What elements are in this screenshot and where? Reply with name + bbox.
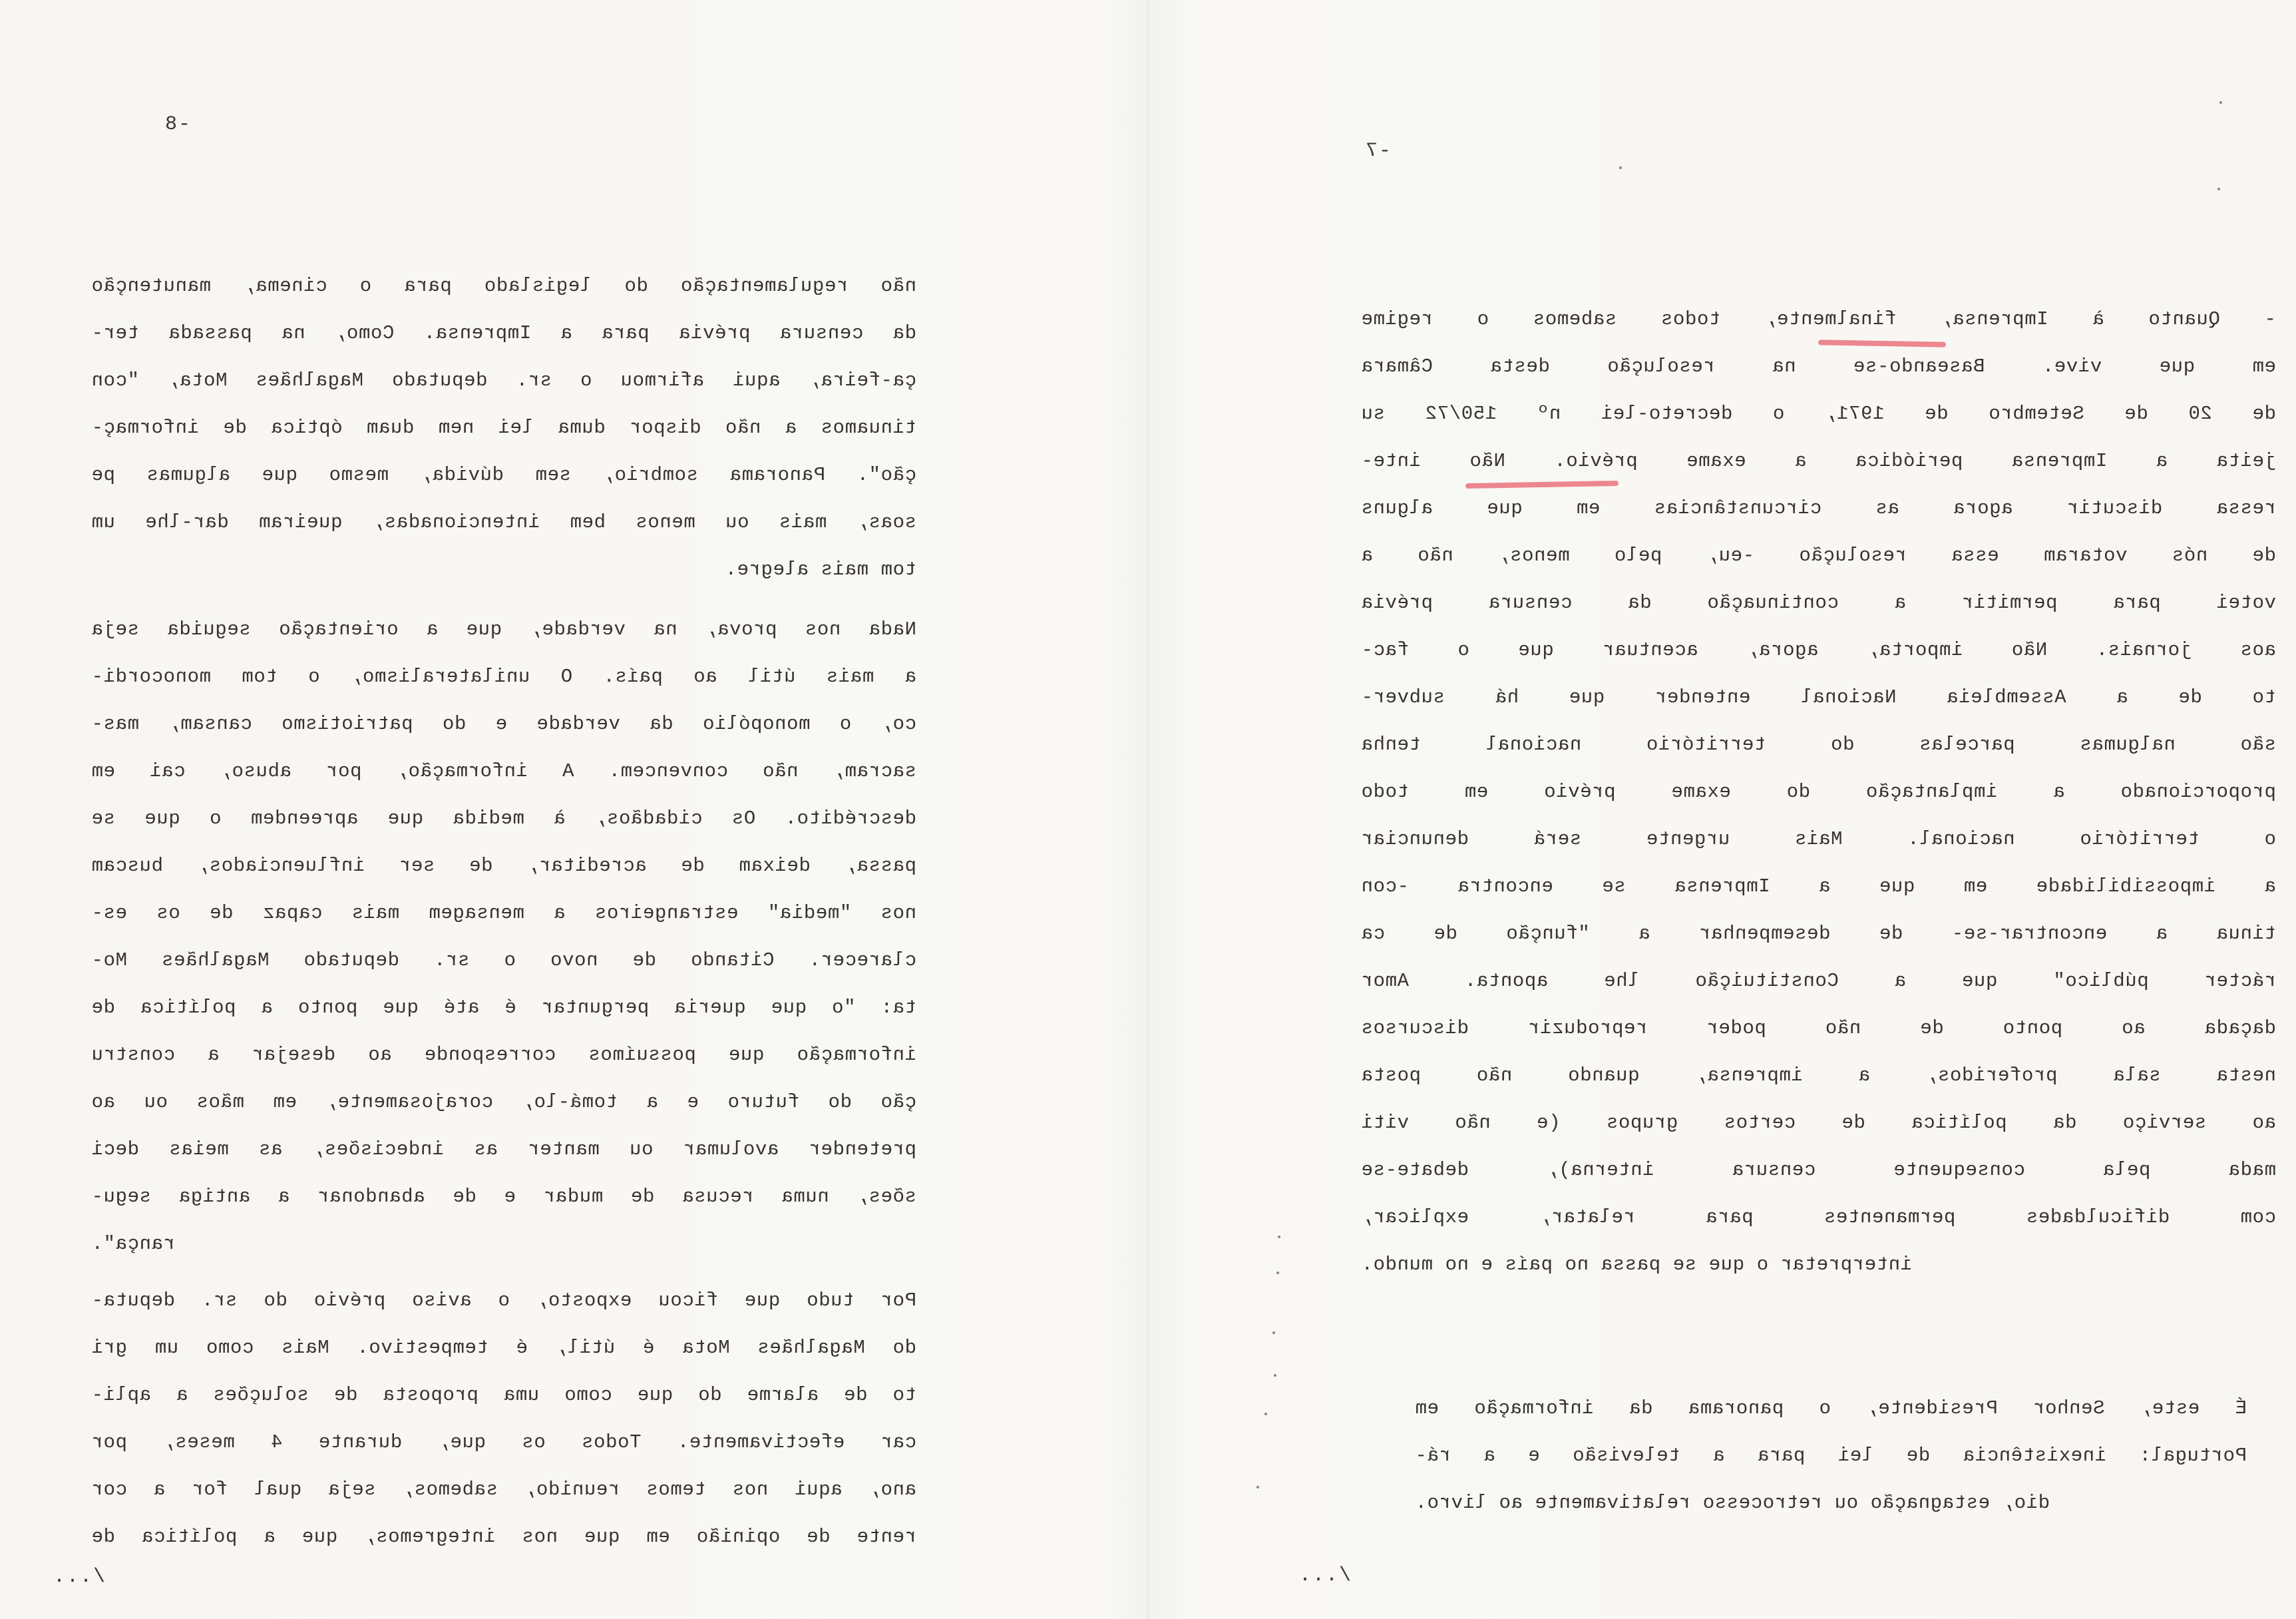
- text-line: votei para permitir a continuação da censura prévia: [1361, 592, 2276, 614]
- text-line: descrédito. Os cidadãos, à medida que apreendem o que se: [91, 808, 916, 829]
- text-line: ção do futuro e a tomá-lo, corajosamente, em mãos ou ao: [91, 1091, 916, 1113]
- text-line: Por tudo que ficou exposto, o aviso prévio do sr. deputa-: [91, 1289, 916, 1311]
- paper-speck: [1274, 1374, 1276, 1377]
- text-line: a impossibilidade em que a Imprensa se encontra -con: [1361, 875, 2276, 897]
- text-line: - Quanto à Imprensa, finalmente, todos sabemos o regime: [1361, 308, 2276, 330]
- paper-speck: [1256, 1486, 1259, 1489]
- text-line: passa, deixam de acreditar, de ser influenciados, buscam: [91, 855, 916, 877]
- text-line: rente de opinião em que nos integremos, que a política de: [91, 1526, 916, 1548]
- text-line: to de alarme do que como uma proposta de soluções a apli-: [91, 1384, 916, 1406]
- paper-speck: [1272, 1331, 1275, 1334]
- paragraph: [1415, 1385, 2247, 1526]
- text-line: com dificuldades permanentes para relatar, explicar,: [1361, 1206, 2276, 1228]
- text-line: de 20 de Setembro de 1971, o decreto-lei nº 150/72 su: [1361, 403, 2276, 425]
- text-line: to de a Assembleia Nacional entender que há subver-: [1361, 686, 2276, 708]
- paper-speck: [1278, 1236, 1280, 1238]
- text-line: não regulamentação do legislado para o cinema, manutenção: [91, 275, 916, 297]
- text-line: tom mais alegre.: [724, 559, 916, 580]
- text-line: daçada ao ponto de não poder reproduzir discursos: [1361, 1017, 2276, 1039]
- text-line: de nós votaram essa resolução -eu, pelo menos, não a: [1361, 545, 2276, 567]
- paper-speck: [2219, 101, 2222, 104]
- text-line: ao serviço da política de certos grupos (e não viti: [1361, 1112, 2276, 1134]
- text-line: car efectivamente. Todos os que, durante 4 meses, por: [91, 1431, 916, 1453]
- text-line: mada pela consequente censura interna), debate-se: [1361, 1159, 2276, 1181]
- text-line: Portugal: inexistência de lei para a televisão e a rá-: [1415, 1445, 2247, 1467]
- text-line: são nalgumas parcelas do território nacional tenha: [1361, 734, 2276, 756]
- text-line: ça-feira, aqui afirmou o sr. deputado Magalhães Mota, "con: [91, 369, 916, 391]
- text-line: Nada nos prova, na verdade, que a orientação seguida seja: [91, 618, 916, 640]
- text-line: ção". Panorama sombrio, sem dúvida, mesmo que algumas pe: [91, 464, 916, 486]
- continuation-mark: /...: [52, 1566, 106, 1588]
- text-line: proporcionado a implantação do exame prévio em todo: [1361, 781, 2276, 803]
- text-line: soas, mais ou menos bem intencionadas, queiram dar-lhe um: [91, 511, 916, 533]
- text-line: aos jornais. Não importa, agora, acentuar que o fac-: [1361, 639, 2276, 661]
- text-line: rácter público" que a Constituição lhe aponta. Amor: [1361, 970, 2276, 992]
- text-line: nesta sala proferidos, a imprensa, quando não posta: [1361, 1064, 2276, 1086]
- paragraph: [91, 1277, 916, 1560]
- text-line: pretender avolumar ou manter as indecisões, as meias deci: [91, 1138, 916, 1160]
- paragraph: [91, 606, 916, 1268]
- page-number: -7: [1364, 140, 1392, 162]
- text-line: da censura prévia para a Imprensa. Como, na passada ter-: [91, 322, 916, 344]
- paper-speck: [2217, 188, 2220, 190]
- right-page: [1150, 0, 2296, 1619]
- paper-speck: [1276, 1272, 1279, 1274]
- text-line: tinua a encontrar-se- de desempenhar a "função de ca: [1361, 923, 2276, 945]
- text-line: ressa discutir agora as circunstâncias em que alguns: [1361, 497, 2276, 519]
- text-line: jeita a Imprensa periódica a exame prévio. Não inte-: [1361, 450, 2276, 472]
- text-line: a mais útil ao país. O unilateralismo, o tom monocordi-: [91, 666, 916, 688]
- page-number: -8: [164, 113, 191, 136]
- paragraph: [1361, 296, 2276, 1288]
- text-line: do Magalhães Mota é útil, é tempestivo. Mais como um gri: [91, 1337, 916, 1359]
- text-line: rança".: [91, 1233, 176, 1255]
- text-line: interpretar o que se passa no país e no mundo.: [1361, 1254, 1913, 1275]
- text-line: o território nacional. Mais urgente será denunciar: [1361, 828, 2276, 850]
- text-line: É este, Senhor Presidente, o panorama da informação em: [1415, 1397, 2247, 1419]
- text-line: ano, aqui nos temos reunido, sabemos, seja qual for a cor: [91, 1479, 916, 1501]
- paper-speck: [1264, 1413, 1267, 1415]
- text-line: em que vive. Baseando-se na resolução desta Câmara: [1361, 355, 2276, 377]
- text-line: co, o monopólio da verdade e do patriotismo cansam, mas-: [91, 713, 916, 735]
- text-line: sões, numa recusa de mudar e de abandonar a antiga segu-: [91, 1186, 916, 1208]
- text-line: nos "media" estrangeiros a mensagem mais capaz de os es-: [91, 902, 916, 924]
- continuation-mark: /...: [1298, 1564, 1352, 1587]
- text-line: ta: "o que queria perguntar é até que ponto a política de: [91, 997, 916, 1019]
- text-line: informação que possuímos corresponde ao desejar a constru: [91, 1044, 916, 1066]
- text-line: sacram, não convencem. A informação, por abuso, cai em: [91, 760, 916, 782]
- text-line: tinuamos a não dispor duma lei nem duam óptica de informaç-: [91, 417, 916, 439]
- left-page: [0, 0, 1146, 1619]
- text-line: dio, estagnação ou retrocesso relativamente ao livro.: [1415, 1492, 2050, 1514]
- text-line: clarecer. Citando de novo o sr. deputado Magalhães Mo-: [91, 949, 916, 971]
- paragraph: [91, 262, 916, 593]
- paper-speck: [1619, 166, 1622, 169]
